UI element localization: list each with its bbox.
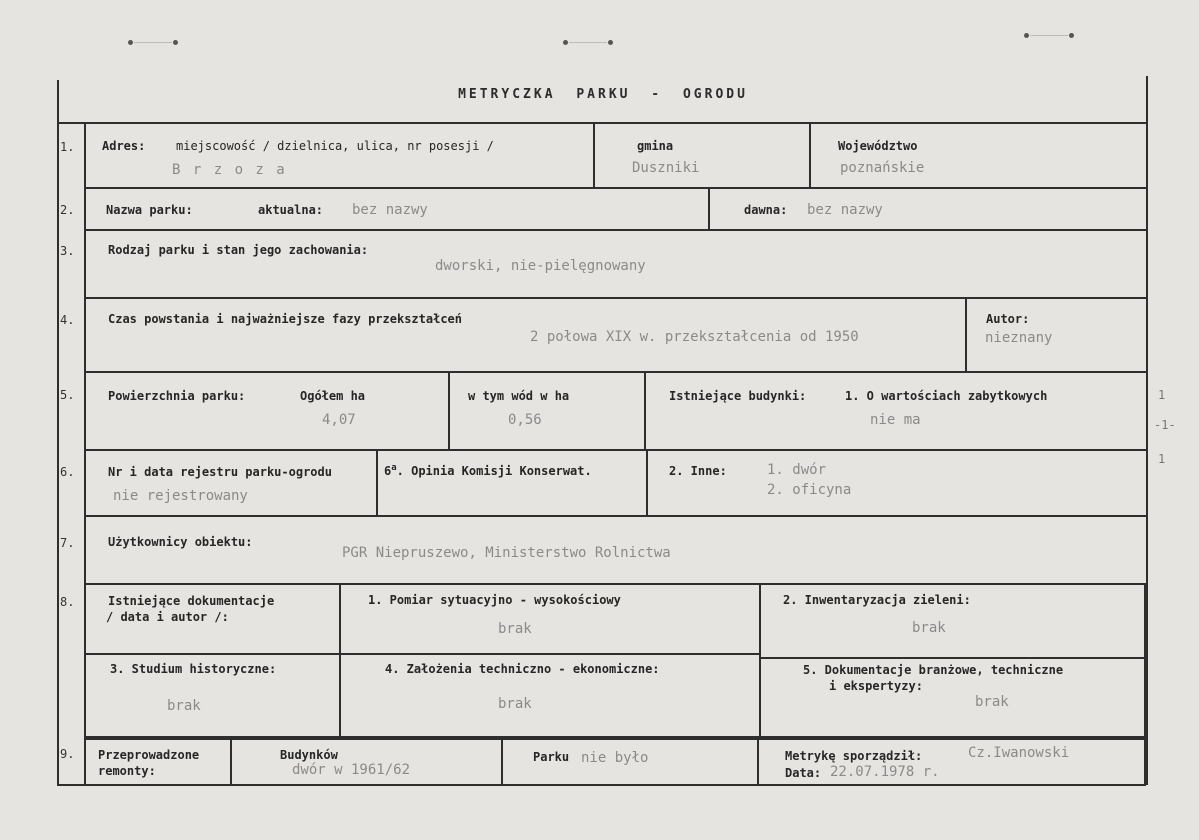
voivodeship-cell [809, 122, 1148, 189]
documentation-label-line-2: / data i autor /: [106, 610, 229, 624]
water-area-cell [448, 371, 646, 451]
voivodeship-label: Województwo [838, 139, 918, 153]
buildings-repairs-value: dwór w 1961/62 [292, 762, 411, 778]
other-building-item-1: 1. dwór [767, 462, 827, 478]
register-label: Nr i data rejestru parku-ogrodu [108, 465, 332, 479]
gmina-value: Duszniki [632, 160, 700, 176]
park-name-current-value: bez nazwy [352, 202, 428, 218]
water-area-label: w tym wód w ha [468, 389, 570, 403]
author-label: Autor: [986, 312, 1030, 326]
repairs-cell [84, 738, 232, 786]
row-number-8: 8. [60, 595, 75, 609]
date-label: Data: [785, 766, 822, 780]
row-number-4: 4. [60, 313, 75, 327]
voivodeship-value: poznańskie [840, 160, 925, 176]
side-mark-top: 1 [1158, 388, 1166, 402]
park-name-current-label: aktualna: [258, 203, 324, 217]
other-buildings-cell [646, 449, 1148, 517]
row-number-6: 6. [60, 465, 75, 479]
row-number-5: 5. [60, 388, 75, 402]
area-total-value: 4,07 [322, 412, 356, 428]
buildings-repairs-label: Budynków [280, 748, 338, 762]
technical-assumptions-label: 4. Założenia techniczno - ekonomiczne: [385, 662, 660, 676]
area-total-label: Ogółem ha [300, 389, 366, 403]
gmina-label: gmina [637, 139, 674, 153]
users-label: Użytkownicy obiektu: [108, 535, 253, 549]
water-area-value: 0,56 [508, 412, 542, 428]
users-value: PGR Niepruszewo, Ministerstwo Rolnictwa [342, 545, 671, 561]
address-value: B r z o z a [172, 162, 287, 178]
row-number-2: 2. [60, 203, 75, 217]
greenery-inventory-value: brak [912, 620, 946, 636]
buildings-label: Istniejące budynki: [669, 389, 807, 403]
monument-buildings-value: nie ma [870, 412, 921, 428]
conservation-opinion-cell [376, 449, 648, 517]
register-value: nie rejestrowany [113, 488, 248, 504]
row-number-9: 9. [60, 747, 75, 761]
greenery-inventory-label: 2. Inwentaryzacja zieleni: [783, 593, 971, 607]
other-building-item-2: 2. oficyna [767, 482, 852, 498]
survey-label: 1. Pomiar sytuacyjno - wysokościowy [368, 593, 621, 607]
gmina-cell [593, 122, 811, 189]
author-value: nieznany [985, 330, 1053, 346]
park-type-label: Rodzaj parku i stan jego zachowania: [108, 243, 369, 257]
park-repairs-value: nie było [581, 750, 649, 766]
historical-study-value: brak [167, 698, 201, 714]
repairs-label-line-2: remonty: [98, 764, 156, 778]
address-hint: miejscowość / dzielnica, ulica, nr posesji / [176, 139, 494, 153]
documentation-label-line-1: Istniejące dokumentacje [108, 594, 275, 608]
register-cell [84, 449, 378, 517]
survey-value: brak [498, 621, 532, 637]
punch-hole-left [128, 40, 178, 46]
technical-assumptions-value: brak [498, 696, 532, 712]
branch-documentation-label-line-1: 5. Dokumentacje branżowe, techniczne [803, 663, 1064, 677]
other-buildings-label: 2. Inne: [669, 464, 727, 478]
side-mark-page: -1- [1154, 418, 1176, 432]
punch-hole-right [1024, 33, 1074, 39]
park-name-former-label: dawna: [744, 203, 788, 217]
park-type-value: dworski, nie-pielęgnowany [435, 258, 646, 274]
row-number-7: 7. [60, 536, 75, 550]
row-number-3: 3. [60, 244, 75, 258]
prepared-by-value: Cz.Iwanowski [968, 745, 1070, 761]
side-mark-bottom: 1 [1158, 452, 1166, 466]
area-label: Powierzchnia parku: [108, 389, 246, 403]
monument-buildings-label: 1. O wartościach zabytkowych [845, 389, 1048, 403]
area-cell [84, 371, 450, 451]
date-value: 22.07.1978 r. [830, 764, 940, 780]
buildings-cell [644, 371, 1148, 451]
history-phases-label: Czas powstania i najważniejsze fazy przekształceń [108, 312, 463, 326]
prepared-by-label: Metrykę sporządził: [785, 749, 923, 763]
repairs-label-line-1: Przeprowadzone [98, 748, 200, 762]
branch-documentation-label-line-2: i ekspertyzy: [829, 679, 923, 693]
park-name-label: Nazwa parku: [106, 203, 193, 217]
address-cell [84, 122, 595, 189]
park-repairs-label: Parku [533, 750, 570, 764]
history-phases-value: 2 połowa XIX w. przekształcenia od 1950 [530, 329, 859, 345]
address-label: Adres: [102, 139, 146, 153]
historical-study-label: 3. Studium historyczne: [110, 662, 277, 676]
punch-hole-center [563, 40, 613, 46]
branch-documentation-value: brak [975, 694, 1009, 710]
card-title: METRYCZKA PARKU - OGRODU [458, 87, 748, 102]
row-number-1: 1. [60, 140, 75, 154]
conservation-opinion-label: 6$^a$. Opinia Komisji Konserwat. [384, 463, 592, 478]
park-name-former-value: bez nazwy [807, 202, 883, 218]
number-column [57, 122, 86, 786]
